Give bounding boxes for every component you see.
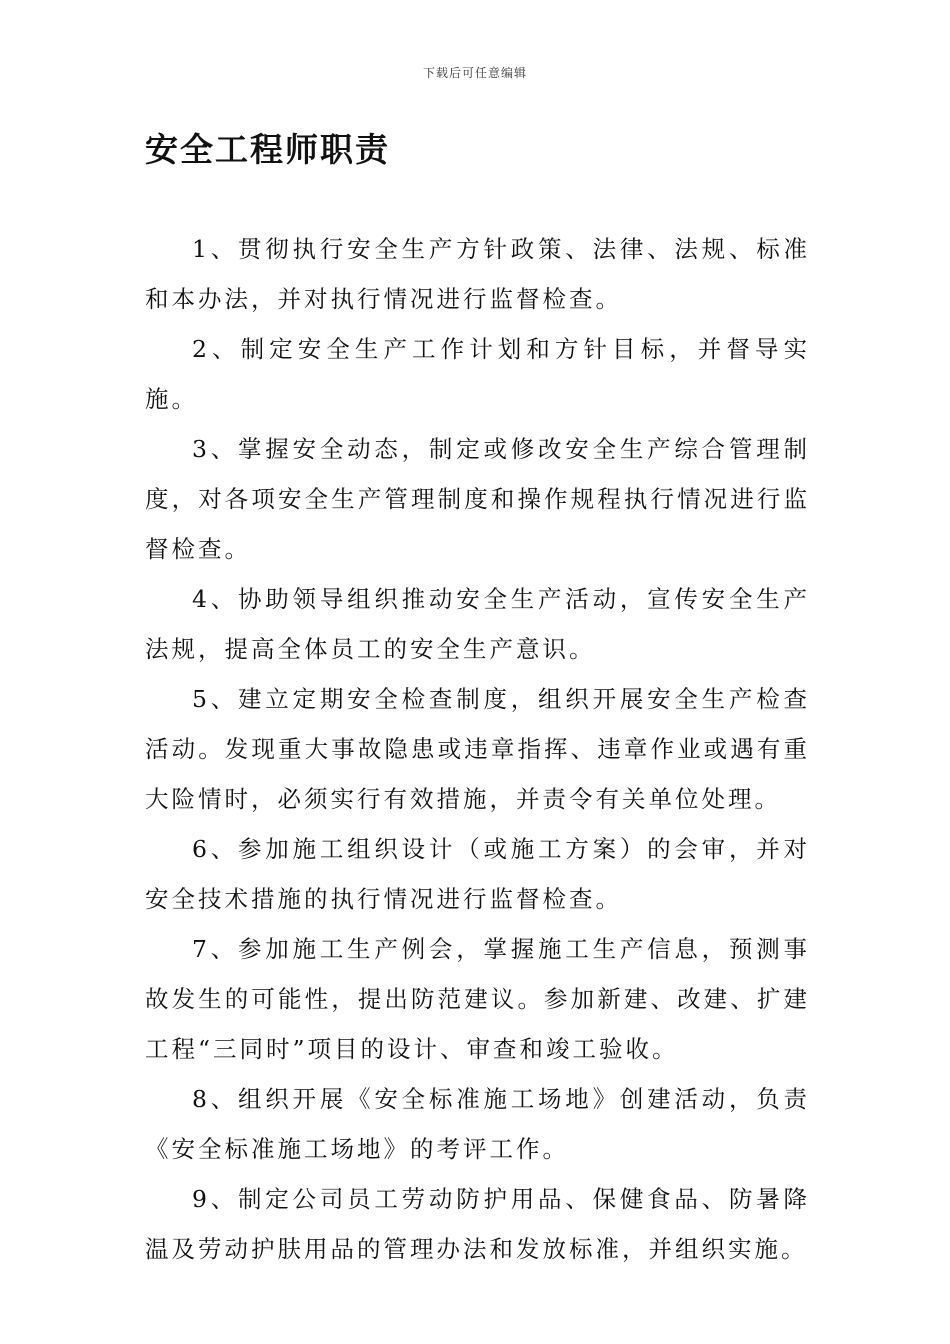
clause-5: 5、建立定期安全检查制度，组织开展安全生产检查活动。发现重大事故隐患或违章指挥、违章作业或遇有重大险情时，必须实行有效措施，并责令有关单位处理。 xyxy=(145,685,810,813)
header-note: 下载后可任意编辑 xyxy=(422,66,527,80)
clause-2: 2、制定安全生产工作计划和方针目标，并督导实施。 xyxy=(145,335,810,413)
clause-9: 9、制定公司员工劳动防护用品、保健食品、防暑降温及劳动护肤用品的管理办法和发放标准，并组织实施。 xyxy=(145,1185,810,1263)
clause-8: 8、组织开展《安全标准施工场地》创建活动，负责《安全标准施工场地》的考评工作。 xyxy=(145,1085,810,1163)
clause-4: 4、协助领导组织推动安全生产活动，宣传安全生产法规，提高全体员工的安全生产意识。 xyxy=(145,585,810,663)
clause-1: 1、贯彻执行安全生产方针政策、法律、法规、标准和本办法，并对执行情况进行监督检查。 xyxy=(145,235,810,313)
page-title: 安全工程师职责 xyxy=(145,130,390,169)
clause-7: 7、参加施工生产例会，掌握施工生产信息，预测事故发生的可能性，提出防范建议。参加新建、改建、扩建工程“三同时”项目的设计、审查和竣工验收。 xyxy=(145,935,810,1063)
clause-3: 3、掌握安全动态，制定或修改安全生产综合管理制度，对各项安全生产管理制度和操作规程执行情况进行监督检查。 xyxy=(145,435,810,563)
clause-6: 6、参加施工组织设计（或施工方案）的会审，并对安全技术措施的执行情况进行监督检查。 xyxy=(145,835,810,913)
document-body xyxy=(145,224,810,1274)
